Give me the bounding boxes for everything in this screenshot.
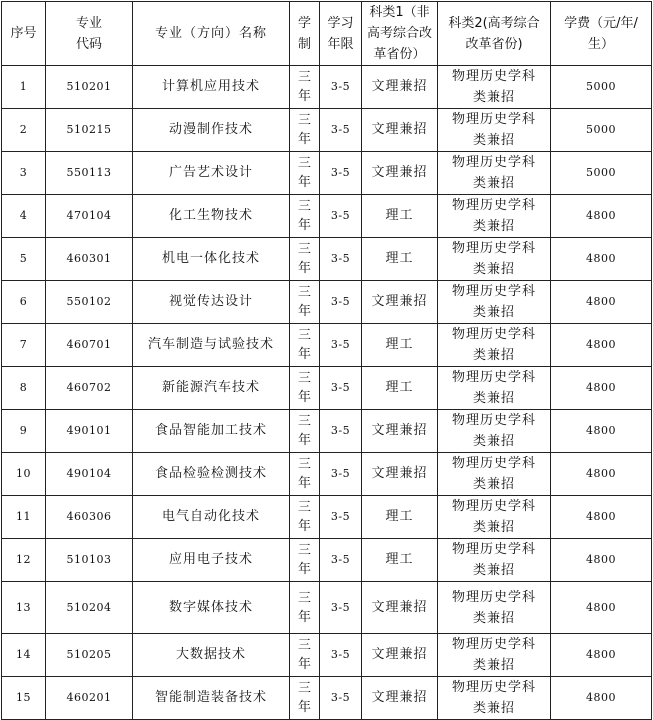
tuition-fee: 4800 <box>551 677 652 720</box>
study-system: 三年 <box>290 496 320 539</box>
row-index: 1 <box>2 66 46 109</box>
category-1: 文理兼招 <box>362 453 438 496</box>
table-row <box>2 496 652 539</box>
major-name: 汽车制造与试验技术 <box>133 324 290 367</box>
category-2: 物理历史学科类兼招 <box>438 582 551 634</box>
major-code: 510204 <box>46 582 133 634</box>
major-name: 广告艺术设计 <box>133 152 290 195</box>
study-system: 三年 <box>290 677 320 720</box>
row-index: 6 <box>2 281 46 324</box>
category-1: 理工 <box>362 195 438 238</box>
study-system: 三年 <box>290 582 320 634</box>
tuition-fee: 4800 <box>551 410 652 453</box>
table-row <box>2 195 652 238</box>
category-2: 物理历史学科类兼招 <box>438 281 551 324</box>
category-1: 文理兼招 <box>362 410 438 453</box>
major-code: 460701 <box>46 324 133 367</box>
header-fee: 学费（元/年/生） <box>551 2 652 66</box>
category-1: 理工 <box>362 496 438 539</box>
major-code: 510215 <box>46 109 133 152</box>
category-2: 物理历史学科类兼招 <box>438 152 551 195</box>
category-2: 物理历史学科类兼招 <box>438 539 551 582</box>
table-row <box>2 634 652 677</box>
study-system: 三年 <box>290 324 320 367</box>
tuition-fee: 4800 <box>551 496 652 539</box>
study-system: 三年 <box>290 453 320 496</box>
row-index: 4 <box>2 195 46 238</box>
table-row <box>2 367 652 410</box>
table-row <box>2 281 652 324</box>
category-2: 物理历史学科类兼招 <box>438 66 551 109</box>
major-code: 510205 <box>46 634 133 677</box>
header-years: 学习年限 <box>320 2 362 66</box>
major-name: 电气自动化技术 <box>133 496 290 539</box>
category-1: 文理兼招 <box>362 281 438 324</box>
row-index: 15 <box>2 677 46 720</box>
tuition-fee: 5000 <box>551 109 652 152</box>
major-code: 490104 <box>46 453 133 496</box>
tuition-fee: 4800 <box>551 453 652 496</box>
category-1: 文理兼招 <box>362 66 438 109</box>
study-years: 3-5 <box>320 367 362 410</box>
row-index: 9 <box>2 410 46 453</box>
category-1: 文理兼招 <box>362 152 438 195</box>
category-2: 物理历史学科类兼招 <box>438 410 551 453</box>
category-2: 物理历史学科类兼招 <box>438 634 551 677</box>
study-system: 三年 <box>290 66 320 109</box>
row-index: 11 <box>2 496 46 539</box>
major-code: 550113 <box>46 152 133 195</box>
major-name: 新能源汽车技术 <box>133 367 290 410</box>
study-system: 三年 <box>290 367 320 410</box>
table-row <box>2 677 652 720</box>
major-name: 大数据技术 <box>133 634 290 677</box>
major-name: 动漫制作技术 <box>133 109 290 152</box>
tuition-fee: 4800 <box>551 634 652 677</box>
category-2: 物理历史学科类兼招 <box>438 238 551 281</box>
tuition-fee: 4800 <box>551 281 652 324</box>
table-row <box>2 238 652 281</box>
study-years: 3-5 <box>320 539 362 582</box>
tuition-fee: 4800 <box>551 324 652 367</box>
major-name: 食品智能加工技术 <box>133 410 290 453</box>
major-code: 550102 <box>46 281 133 324</box>
study-years: 3-5 <box>320 109 362 152</box>
study-system: 三年 <box>290 410 320 453</box>
category-1: 理工 <box>362 324 438 367</box>
table-row <box>2 539 652 582</box>
category-1: 文理兼招 <box>362 634 438 677</box>
major-name: 化工生物技术 <box>133 195 290 238</box>
major-code: 490101 <box>46 410 133 453</box>
table-row <box>2 66 652 109</box>
major-name: 应用电子技术 <box>133 539 290 582</box>
study-years: 3-5 <box>320 677 362 720</box>
tuition-fee: 4800 <box>551 539 652 582</box>
study-system: 三年 <box>290 539 320 582</box>
table-row <box>2 324 652 367</box>
majors-table <box>1 1 652 720</box>
category-2: 物理历史学科类兼招 <box>438 195 551 238</box>
tuition-fee: 4800 <box>551 238 652 281</box>
tuition-fee: 5000 <box>551 152 652 195</box>
major-code: 460306 <box>46 496 133 539</box>
category-2: 物理历史学科类兼招 <box>438 367 551 410</box>
row-index: 10 <box>2 453 46 496</box>
major-name: 视觉传达设计 <box>133 281 290 324</box>
row-index: 5 <box>2 238 46 281</box>
row-index: 8 <box>2 367 46 410</box>
study-years: 3-5 <box>320 453 362 496</box>
major-name: 机电一体化技术 <box>133 238 290 281</box>
category-2: 物理历史学科类兼招 <box>438 677 551 720</box>
table-row <box>2 109 652 152</box>
row-index: 12 <box>2 539 46 582</box>
category-1: 文理兼招 <box>362 677 438 720</box>
category-2: 物理历史学科类兼招 <box>438 453 551 496</box>
major-code: 510201 <box>46 66 133 109</box>
category-1: 文理兼招 <box>362 582 438 634</box>
table-body <box>2 66 652 720</box>
tuition-fee: 5000 <box>551 66 652 109</box>
header-name: 专业（方向）名称 <box>133 2 290 66</box>
row-index: 3 <box>2 152 46 195</box>
study-years: 3-5 <box>320 195 362 238</box>
major-name: 智能制造装备技术 <box>133 677 290 720</box>
study-years: 3-5 <box>320 66 362 109</box>
table-row <box>2 152 652 195</box>
header-row <box>2 2 652 66</box>
category-2: 物理历史学科类兼招 <box>438 324 551 367</box>
study-system: 三年 <box>290 238 320 281</box>
row-index: 2 <box>2 109 46 152</box>
study-years: 3-5 <box>320 496 362 539</box>
category-1: 理工 <box>362 238 438 281</box>
category-1: 文理兼招 <box>362 109 438 152</box>
header-code: 专业代码 <box>46 2 133 66</box>
table-row <box>2 453 652 496</box>
header-system: 学制 <box>290 2 320 66</box>
major-code: 470104 <box>46 195 133 238</box>
study-system: 三年 <box>290 109 320 152</box>
study-system: 三年 <box>290 634 320 677</box>
header-cat1: 科类1（非高考综合改革省份） <box>362 2 438 66</box>
row-index: 13 <box>2 582 46 634</box>
category-1: 理工 <box>362 539 438 582</box>
study-years: 3-5 <box>320 152 362 195</box>
table-row <box>2 410 652 453</box>
major-name: 食品检验检测技术 <box>133 453 290 496</box>
study-years: 3-5 <box>320 281 362 324</box>
study-years: 3-5 <box>320 410 362 453</box>
tuition-fee: 4800 <box>551 195 652 238</box>
study-years: 3-5 <box>320 582 362 634</box>
category-2: 物理历史学科类兼招 <box>438 496 551 539</box>
study-system: 三年 <box>290 195 320 238</box>
study-years: 3-5 <box>320 238 362 281</box>
major-code: 460201 <box>46 677 133 720</box>
study-system: 三年 <box>290 281 320 324</box>
study-years: 3-5 <box>320 634 362 677</box>
row-index: 14 <box>2 634 46 677</box>
tuition-fee: 4800 <box>551 367 652 410</box>
tuition-fee: 4800 <box>551 582 652 634</box>
major-name: 计算机应用技术 <box>133 66 290 109</box>
header-cat2: 科类2(高考综合改革省份) <box>438 2 551 66</box>
header-index: 序号 <box>2 2 46 66</box>
category-2: 物理历史学科类兼招 <box>438 109 551 152</box>
major-code: 460301 <box>46 238 133 281</box>
study-years: 3-5 <box>320 324 362 367</box>
major-name: 数字媒体技术 <box>133 582 290 634</box>
major-code: 510103 <box>46 539 133 582</box>
category-1: 理工 <box>362 367 438 410</box>
major-code: 460702 <box>46 367 133 410</box>
study-system: 三年 <box>290 152 320 195</box>
row-index: 7 <box>2 324 46 367</box>
table-row <box>2 582 652 634</box>
